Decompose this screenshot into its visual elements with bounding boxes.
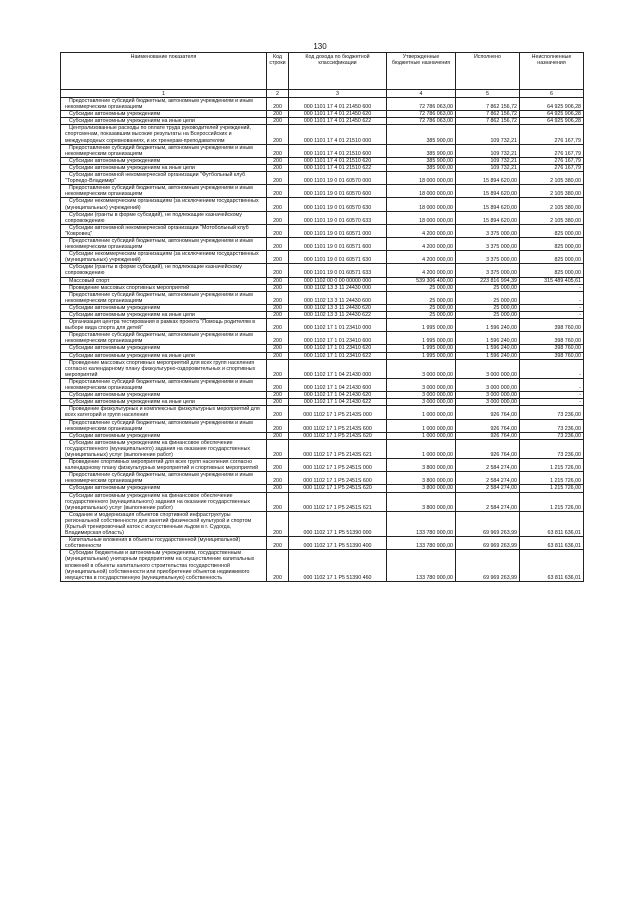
row-income-code: 000 1102 17 1 04 21430 600 [289,378,387,391]
row-unexecuted-amount: 64 925 906,28 [520,111,584,118]
row-indicator-name: Предоставление субсидий бюджетным, автономным учреждениям и иным некоммерческим организациям [61,419,267,432]
table-row [61,406,584,419]
table-row [61,111,584,118]
row-executed-amount: 3 375 000,00 [456,264,520,277]
row-executed-amount: 15 894 620,00 [456,185,520,198]
row-indicator-name: Предоставление субсидий бюджетным, автономным учреждениям и иным некоммерческим организациям [61,291,267,304]
row-executed-amount: 25 000,00 [456,284,520,291]
row-executed-amount: 7 862 156,72 [456,111,520,118]
table-row [61,224,584,237]
table-body [61,98,584,582]
row-approved-amount: 1 995 000,00 [387,352,456,359]
row-indicator-name: Организация центра тестирования в рамках проекта "Помощь родителям в выборе вида спорта для детей" [61,319,267,332]
row-unexecuted-amount: - [520,312,584,319]
row-income-code: 000 1102 17 1 04 21430 622 [289,399,387,406]
row-line-code: 200 [267,432,289,439]
table-row [61,291,584,304]
row-indicator-name: Предоставление субсидий бюджетным, автономным учреждениям и иным некоммерческим организациям [61,472,267,485]
row-unexecuted-amount: - [520,392,584,399]
row-income-code: 000 1101 19 0 01 60570 000 [289,172,387,185]
row-line-code: 200 [267,459,289,472]
table-row [61,98,584,111]
row-approved-amount: 3 000 000,00 [387,359,456,378]
table-row [61,251,584,264]
row-indicator-name: Субсидии автономным учреждениям [61,304,267,311]
row-line-code: 200 [267,472,289,485]
row-line-code: 200 [267,345,289,352]
row-line-code: 200 [267,211,289,224]
table-row [61,419,584,432]
row-unexecuted-amount: 398 760,00 [520,332,584,345]
row-indicator-name: Субсидии (гранты в форме субсидий), не подлежащие казначейскому сопровождению [61,264,267,277]
row-approved-amount: 133 780 900,00 [387,537,456,550]
row-indicator-name: Проведение спортивных мероприятий для всех групп населения согласно календарному плану физкультурных мероприятий и спортивных мероприятий [61,459,267,472]
row-executed-amount: 25 000,00 [456,312,520,319]
row-approved-amount: 72 786 063,00 [387,98,456,111]
table-row [61,185,584,198]
row-executed-amount: 223 816 994,39 [456,277,520,284]
row-executed-amount: 926 764,00 [456,439,520,458]
row-indicator-name: Предоставление субсидий бюджетным, автономным учреждениям и иным некоммерческим организациям [61,185,267,198]
row-indicator-name: Субсидии некоммерческим организациям (за исключением государственных (муниципальных) учреждений) [61,198,267,211]
row-unexecuted-amount: 64 925 906,28 [520,98,584,111]
table-row [61,211,584,224]
row-executed-amount: 926 764,00 [456,406,520,419]
row-line-code: 200 [267,118,289,125]
row-line-code: 200 [267,185,289,198]
row-executed-amount: 109 732,21 [456,157,520,164]
row-executed-amount: 69 969 263,99 [456,511,520,536]
row-unexecuted-amount: 825 000,00 [520,264,584,277]
row-approved-amount: 539 306 400,00 [387,277,456,284]
row-income-code: 000 1102 17 1 P5 51390 460 [289,550,387,581]
row-indicator-name: Проведение физкультурных и комплексных физкультурных мероприятий для всех категорий и групп населения [61,406,267,419]
row-approved-amount: 133 780 900,00 [387,550,456,581]
row-approved-amount: 25 000,00 [387,291,456,304]
header-indicator-name: Наименование показателя [61,53,267,90]
row-executed-amount: 25 000,00 [456,304,520,311]
table-row [61,198,584,211]
row-unexecuted-amount: 73 236,00 [520,439,584,458]
row-line-code: 200 [267,284,289,291]
row-unexecuted-amount: 1 215 726,00 [520,472,584,485]
table-row [61,432,584,439]
row-line-code: 200 [267,277,289,284]
row-income-code: 000 1101 17 4 01 21450 622 [289,118,387,125]
row-executed-amount: 3 000 000,00 [456,399,520,406]
table-header-row [61,53,584,90]
row-approved-amount: 25 000,00 [387,312,456,319]
row-executed-amount: 3 375 000,00 [456,251,520,264]
row-approved-amount: 1 995 000,00 [387,345,456,352]
table-row [61,164,584,171]
table-row [61,304,584,311]
row-unexecuted-amount: 276 167,79 [520,144,584,157]
column-number: 2 [267,90,289,98]
table-row [61,118,584,125]
row-line-code: 200 [267,392,289,399]
table-row [61,492,584,511]
column-number-row [61,90,584,98]
row-line-code: 200 [267,492,289,511]
row-indicator-name: Предоставление субсидий бюджетным, автономным учреждениям и иным некоммерческим организациям [61,378,267,391]
row-unexecuted-amount: - [520,399,584,406]
row-executed-amount: 2 584 274,00 [456,459,520,472]
row-executed-amount: 1 596 240,00 [456,345,520,352]
row-indicator-name: Субсидии автономным учреждениям [61,111,267,118]
row-line-code: 200 [267,111,289,118]
row-unexecuted-amount: 1 215 726,00 [520,459,584,472]
header-approved: Утвержденные бюджетные назначения [387,53,456,90]
row-approved-amount: 385 900,00 [387,144,456,157]
table-row [61,392,584,399]
row-indicator-name: Субсидии автономным учреждениям на иные цели [61,352,267,359]
row-indicator-name: Субсидии автономным учреждениям на иные цели [61,399,267,406]
row-unexecuted-amount: 825 000,00 [520,237,584,250]
row-indicator-name: Предоставление субсидий бюджетным, автономным учреждениям и иным некоммерческим организациям [61,144,267,157]
row-line-code: 200 [267,511,289,536]
row-executed-amount: 15 894 620,00 [456,198,520,211]
row-executed-amount: 69 969 263,99 [456,537,520,550]
row-line-code: 200 [267,419,289,432]
row-approved-amount: 18 000 000,00 [387,172,456,185]
row-executed-amount: 7 862 156,72 [456,98,520,111]
table-row [61,319,584,332]
row-income-code: 000 1102 17 1 P5 51390 000 [289,511,387,536]
column-number: 4 [387,90,456,98]
row-approved-amount: 3 800 000,00 [387,485,456,492]
row-indicator-name: Предоставление субсидий бюджетным, автономным учреждениям и иным некоммерческим организациям [61,237,267,250]
row-unexecuted-amount: 276 167,79 [520,164,584,171]
row-unexecuted-amount: 398 760,00 [520,352,584,359]
row-income-code: 000 1102 17 1 01 23410 620 [289,345,387,352]
row-income-code: 000 1102 00 0 00 00000 000 [289,277,387,284]
row-approved-amount: 4 200 000,00 [387,264,456,277]
row-approved-amount: 1 995 000,00 [387,332,456,345]
row-line-code: 200 [267,359,289,378]
row-unexecuted-amount: 276 167,79 [520,157,584,164]
row-line-code: 200 [267,406,289,419]
row-approved-amount: 25 000,00 [387,304,456,311]
row-indicator-name: Субсидии автономным учреждениям [61,392,267,399]
row-income-code: 000 1101 19 0 01 60571 630 [289,251,387,264]
row-line-code: 200 [267,144,289,157]
row-approved-amount: 4 200 000,00 [387,224,456,237]
row-approved-amount: 3 000 000,00 [387,399,456,406]
row-income-code: 000 1102 17 1 P5 2143S 621 [289,439,387,458]
row-indicator-name: Субсидии автономным учреждениям [61,157,267,164]
row-unexecuted-amount: 73 236,00 [520,432,584,439]
row-indicator-name: Субсидии автономным учреждениям на иные цели [61,118,267,125]
row-unexecuted-amount: 1 215 726,00 [520,485,584,492]
row-indicator-name: Предоставление субсидий бюджетным, автономным учреждениям и иным некоммерческим организациям [61,98,267,111]
row-unexecuted-amount: 63 811 636,01 [520,550,584,581]
row-unexecuted-amount: 398 760,00 [520,345,584,352]
page-number: 130 [313,42,327,51]
header-income-code: Код дохода по бюджетной классификации [289,53,387,90]
table-row [61,144,584,157]
row-indicator-name: Проведение массовых спортивных мероприятий [61,284,267,291]
row-line-code: 200 [267,157,289,164]
table-row [61,277,584,284]
table-row [61,485,584,492]
header-executed: Исполнено [456,53,520,90]
row-line-code: 200 [267,537,289,550]
row-income-code: 000 1101 19 0 01 60571 633 [289,264,387,277]
row-indicator-name: Капитальные вложения в объекты государственной (муниципальной) собственности [61,537,267,550]
table-row [61,312,584,319]
header-unexecuted: Неисполненные назначения [520,53,584,90]
row-unexecuted-amount: - [520,284,584,291]
row-income-code: 000 1101 19 0 01 60570 633 [289,211,387,224]
row-approved-amount: 1 000 000,00 [387,406,456,419]
row-line-code: 200 [267,251,289,264]
column-number: 1 [61,90,267,98]
row-indicator-name: Субсидии автономным учреждениям на финансовое обеспечение государственного (муниципального) задания на оказание государственных (муниципальных) услуг (выполнение работ) [61,439,267,458]
row-approved-amount: 18 000 000,00 [387,185,456,198]
row-unexecuted-amount: 63 811 636,01 [520,511,584,536]
row-indicator-name: Создание и модернизация объектов спортивной инфраструктуры региональной собственности для занятий физической культурой и спортом (Крытый тренировочный каток с искусственным льдом в г. Судогда, Владимирская область) [61,511,267,536]
row-unexecuted-amount: - [520,291,584,304]
row-unexecuted-amount: 825 000,00 [520,251,584,264]
row-unexecuted-amount: 2 105 380,00 [520,211,584,224]
row-income-code: 000 1102 17 1 P5 2451S 000 [289,459,387,472]
table-row [61,439,584,458]
table-row [61,511,584,536]
row-line-code: 200 [267,312,289,319]
row-income-code: 000 1102 17 1 P5 51390 400 [289,537,387,550]
row-unexecuted-amount: 64 925 906,28 [520,118,584,125]
row-line-code: 200 [267,164,289,171]
table-row [61,125,584,144]
row-approved-amount: 133 780 900,00 [387,511,456,536]
row-indicator-name: Субсидии автономным учреждениям [61,485,267,492]
row-income-code: 000 1102 17 1 P5 2143S 600 [289,419,387,432]
row-income-code: 000 1101 17 4 01 21510 620 [289,157,387,164]
row-indicator-name: Субсидии бюджетным и автономным учреждениям, государственным (муниципальным) унитарным предприятиям на осуществление капитальных вложений в объекты капитального строительства государственной (муниципальной) собственности или приобретение объектов недвижимого имущества в государственную (муниципальную) собственность [61,550,267,581]
row-indicator-name: Проведение массовых спортивных мероприятий для всех групп населения согласно календарному плану физкультурно-оздоровительных и спортивных мероприятий [61,359,267,378]
row-executed-amount: 109 732,21 [456,144,520,157]
column-number: 3 [289,90,387,98]
table-row [61,264,584,277]
row-executed-amount: 3 000 000,00 [456,392,520,399]
row-approved-amount: 385 900,00 [387,157,456,164]
row-executed-amount: 2 584 274,00 [456,485,520,492]
table-row [61,359,584,378]
row-indicator-name: Субсидии автономным учреждениям [61,345,267,352]
row-unexecuted-amount: - [520,304,584,311]
table-row [61,472,584,485]
row-approved-amount: 385 900,00 [387,164,456,171]
table-row [61,378,584,391]
row-unexecuted-amount: 2 105 380,00 [520,172,584,185]
row-line-code: 200 [267,378,289,391]
row-income-code: 000 1101 17 4 01 21510 000 [289,125,387,144]
row-unexecuted-amount: 73 236,00 [520,406,584,419]
row-indicator-name: Централизованные расходы по оплате труда руководителей учреждений, спортсменам, показавшим высокие результаты на Всероссийских и международных соревнованиях, и их тренерам-преподавателям [61,125,267,144]
row-approved-amount: 3 800 000,00 [387,492,456,511]
row-unexecuted-amount: 2 105 380,00 [520,185,584,198]
column-number: 6 [520,90,584,98]
row-line-code: 200 [267,304,289,311]
row-executed-amount: 1 596 240,00 [456,332,520,345]
row-income-code: 000 1102 13 3 11 24430 622 [289,312,387,319]
table-row [61,332,584,345]
row-line-code: 200 [267,550,289,581]
row-line-code: 200 [267,125,289,144]
row-unexecuted-amount: 398 760,00 [520,319,584,332]
row-income-code: 000 1101 19 0 01 60571 000 [289,224,387,237]
row-line-code: 200 [267,198,289,211]
table-row [61,459,584,472]
row-executed-amount: 2 584 274,00 [456,472,520,485]
row-executed-amount: 7 862 156,72 [456,118,520,125]
row-approved-amount: 72 786 063,00 [387,118,456,125]
row-executed-amount: 926 764,00 [456,432,520,439]
row-unexecuted-amount: 1 215 726,00 [520,492,584,511]
row-income-code: 000 1102 17 1 P5 2451S 621 [289,492,387,511]
row-approved-amount: 385 900,00 [387,125,456,144]
row-unexecuted-amount: 825 000,00 [520,224,584,237]
row-unexecuted-amount: 276 167,79 [520,125,584,144]
row-approved-amount: 1 000 000,00 [387,432,456,439]
row-approved-amount: 25 000,00 [387,284,456,291]
row-income-code: 000 1102 17 1 04 21430 620 [289,392,387,399]
table-row [61,537,584,550]
row-line-code: 200 [267,98,289,111]
row-line-code: 200 [267,439,289,458]
table-row [61,237,584,250]
row-line-code: 200 [267,172,289,185]
row-line-code: 200 [267,291,289,304]
table-row [61,284,584,291]
row-income-code: 000 1102 17 1 P5 2143S 620 [289,432,387,439]
column-number: 5 [456,90,520,98]
table-row [61,550,584,581]
row-indicator-name: Субсидии автономным учреждениям на иные цели [61,312,267,319]
row-income-code: 000 1102 17 1 01 23410 622 [289,352,387,359]
row-income-code: 000 1102 13 3 11 24430 000 [289,284,387,291]
row-line-code: 200 [267,332,289,345]
row-line-code: 200 [267,264,289,277]
table-row [61,172,584,185]
row-line-code: 200 [267,485,289,492]
row-indicator-name: Субсидии автономной некоммерческой организации "Футбольный клуб "Торпедо-Владимир" [61,172,267,185]
row-line-code: 200 [267,224,289,237]
row-executed-amount: 3 000 000,00 [456,359,520,378]
row-approved-amount: 3 800 000,00 [387,472,456,485]
row-line-code: 200 [267,352,289,359]
row-indicator-name: Субсидии автономной некоммерческой организации "Мотобольный клуб "Ковровец" [61,224,267,237]
row-approved-amount: 4 200 000,00 [387,237,456,250]
row-executed-amount: 15 894 620,00 [456,211,520,224]
row-income-code: 000 1101 19 0 01 60571 600 [289,237,387,250]
row-executed-amount: 1 596 240,00 [456,352,520,359]
row-income-code: 000 1102 17 1 01 23410 000 [289,319,387,332]
header-line-code: Код строки [267,53,289,90]
row-executed-amount: 25 000,00 [456,291,520,304]
row-income-code: 000 1102 17 1 P5 2451S 620 [289,485,387,492]
table-row [61,345,584,352]
row-approved-amount: 3 000 000,00 [387,392,456,399]
row-approved-amount: 3 000 000,00 [387,378,456,391]
row-approved-amount: 72 786 063,00 [387,111,456,118]
row-approved-amount: 3 800 000,00 [387,459,456,472]
row-income-code: 000 1102 13 3 11 24430 600 [289,291,387,304]
row-income-code: 000 1101 17 4 01 21510 622 [289,164,387,171]
row-unexecuted-amount: 2 105 380,00 [520,198,584,211]
row-unexecuted-amount: 315 489 405,61 [520,277,584,284]
row-executed-amount: 926 764,00 [456,419,520,432]
row-unexecuted-amount: - [520,359,584,378]
row-executed-amount: 2 584 274,00 [456,492,520,511]
row-indicator-name: Субсидии (гранты в форме субсидий), не подлежащие казначейскому сопровождению [61,211,267,224]
row-approved-amount: 18 000 000,00 [387,211,456,224]
row-indicator-name: Массовый спорт [61,277,267,284]
row-line-code: 200 [267,237,289,250]
row-executed-amount: 69 969 263,99 [456,550,520,581]
row-approved-amount: 1 995 000,00 [387,319,456,332]
row-executed-amount: 3 375 000,00 [456,224,520,237]
row-approved-amount: 4 200 000,00 [387,251,456,264]
row-line-code: 200 [267,319,289,332]
table-row [61,399,584,406]
row-approved-amount: 1 000 000,00 [387,419,456,432]
row-income-code: 000 1102 17 1 01 23410 600 [289,332,387,345]
row-unexecuted-amount: - [520,378,584,391]
row-approved-amount: 18 000 000,00 [387,198,456,211]
row-income-code: 000 1101 17 4 01 21450 600 [289,98,387,111]
table-row [61,157,584,164]
row-indicator-name: Субсидии автономным учреждениям [61,432,267,439]
row-executed-amount: 15 894 620,00 [456,172,520,185]
row-income-code: 000 1101 19 0 01 60570 600 [289,185,387,198]
row-income-code: 000 1101 19 0 01 60570 630 [289,198,387,211]
row-executed-amount: 3 375 000,00 [456,237,520,250]
row-indicator-name: Субсидии некоммерческим организациям (за исключением государственных (муниципальных) учреждений) [61,251,267,264]
row-executed-amount: 1 596 240,00 [456,319,520,332]
row-unexecuted-amount: 73 236,00 [520,419,584,432]
row-indicator-name: Субсидии автономным учреждениям на иные цели [61,164,267,171]
row-indicator-name: Субсидии автономным учреждениям на финансовое обеспечение государственного (муниципального) задания на оказание государственных (муниципальных) услуг (выполнение работ) [61,492,267,511]
row-unexecuted-amount: 63 811 636,01 [520,537,584,550]
table-row [61,352,584,359]
row-executed-amount: 109 732,21 [456,125,520,144]
row-executed-amount: 109 732,21 [456,164,520,171]
row-income-code: 000 1102 13 3 11 24430 620 [289,304,387,311]
row-income-code: 000 1101 17 4 01 21510 600 [289,144,387,157]
row-income-code: 000 1102 17 1 P5 2143S 000 [289,406,387,419]
row-executed-amount: 3 000 000,00 [456,378,520,391]
row-indicator-name: Предоставление субсидий бюджетным, автономным учреждениям и иным некоммерческим организациям [61,332,267,345]
row-income-code: 000 1102 17 1 P5 2451S 600 [289,472,387,485]
budget-execution-table [60,52,584,582]
row-income-code: 000 1101 17 4 01 21450 620 [289,111,387,118]
row-approved-amount: 1 000 000,00 [387,439,456,458]
row-income-code: 000 1102 17 1 04 21430 000 [289,359,387,378]
row-line-code: 200 [267,399,289,406]
